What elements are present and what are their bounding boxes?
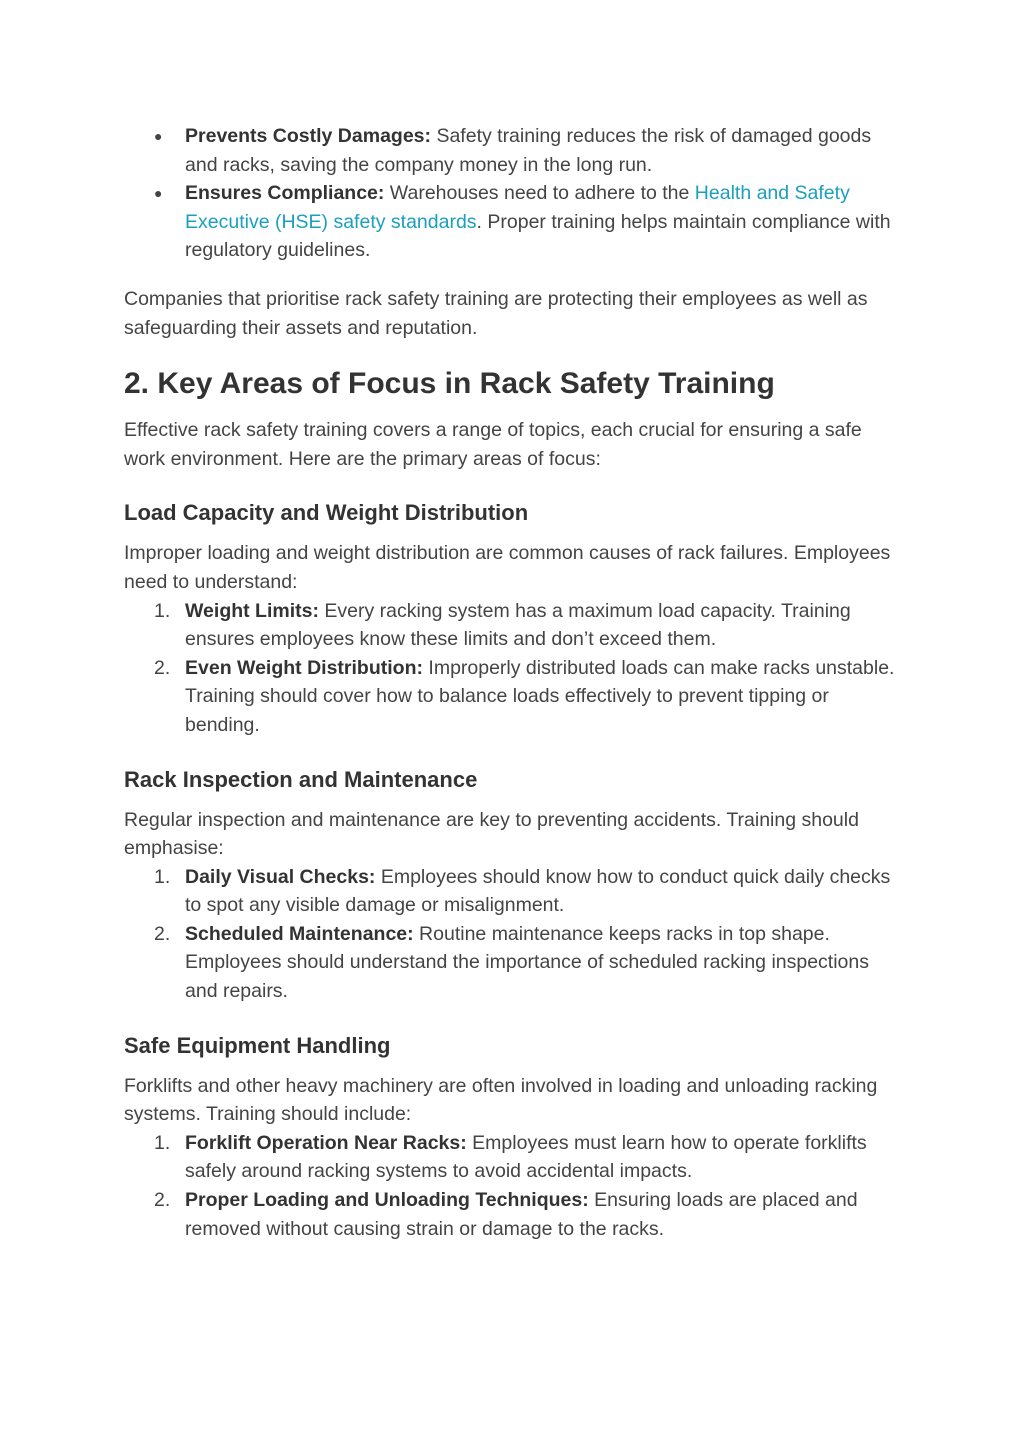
bullet-item (124, 179, 900, 265)
closing-paragraph: Companies that prioritise rack safety training are protecting their employees as well as safeguarding their assets and reputation. (124, 287, 868, 339)
bullet-marker: ● (154, 185, 163, 202)
numbered-list (124, 597, 900, 740)
list-item (124, 597, 900, 654)
list-item-text: Improperly distributed loads can make racks unstable. Training should cover how to balance loads effectively to prevent tipping or bending. (185, 656, 895, 736)
list-item-bold-label: Forklift Operation Near Racks: (185, 1131, 467, 1154)
list-item-text: Every racking system has a maximum load capacity. Training ensures employees know these limits and don’t exceed them. (185, 599, 851, 651)
list-item (124, 920, 900, 1006)
hse-standards-link[interactable]: Health and Safety Executive (HSE) safety standards (185, 182, 850, 233)
section-heading: 2. Key Areas of Focus in Rack Safety Training (124, 367, 775, 401)
list-item-text: Routine maintenance keeps racks in top shape. Employees should understand the importance of scheduled racking inspections and repairs. (185, 922, 869, 1003)
list-number: 2. (154, 656, 171, 679)
subsection-paragraph: Regular inspection and maintenance are key to preventing accidents. Training should emphasise: (124, 808, 859, 860)
bullet-bold-label: Prevents Costly Damages: (185, 125, 432, 147)
list-item (124, 654, 900, 740)
bullet-text: Warehouses need to adhere to the (384, 182, 695, 205)
subsection-paragraph: Improper loading and weight distribution are common causes of rack failures. Employees need to understand: (124, 542, 891, 593)
list-number: 2. (154, 922, 171, 945)
subsection-paragraph: Forklifts and other heavy machinery are often involved in loading and unloading racking systems. Training should include: (124, 1074, 878, 1126)
list-item-text: Ensuring loads are placed and removed without causing strain or damage to the racks. (185, 1189, 858, 1240)
bullet-text: Safety training reduces the risk of damaged goods and racks, saving the company money in the long run. (185, 125, 872, 176)
list-item (124, 1129, 900, 1186)
list-item-text: Employees must learn how to operate forklifts safely around racking systems to avoid accidental impacts. (185, 1131, 867, 1183)
list-number: 1. (154, 599, 171, 622)
list-item (124, 1186, 900, 1243)
list-item-bold-label: Scheduled Maintenance: (185, 922, 414, 945)
subsection-heading-rack-inspection: Rack Inspection and Maintenance (124, 766, 478, 792)
numbered-list (124, 1129, 900, 1243)
list-item-bold-label: Daily Visual Checks: (185, 865, 376, 888)
list-number: 2. (154, 1189, 171, 1212)
section-intro: Effective rack safety training covers a range of topics, each crucial for ensuring a safe work environment. Here are the primary areas of focus: (124, 419, 862, 470)
subsection-heading-equipment-handling: Safe Equipment Handling (124, 1032, 391, 1058)
bullet-item (124, 122, 900, 179)
list-item-bold-label: Even Weight Distribution: (185, 656, 423, 679)
document-page (124, 122, 900, 1243)
bullet-marker: ● (154, 128, 163, 144)
list-item-bold-label: Weight Limits: (185, 599, 319, 622)
numbered-list (124, 863, 900, 1006)
bullet-text: . Proper training helps maintain compliance with regulatory guidelines. (185, 210, 891, 262)
list-number: 1. (154, 1131, 171, 1154)
list-number: 1. (154, 865, 171, 888)
subsection-heading-load-capacity: Load Capacity and Weight Distribution (124, 500, 529, 526)
list-item-bold-label: Proper Loading and Unloading Techniques: (185, 1189, 589, 1212)
benefits-bullet-list (124, 122, 900, 265)
list-item-text: Employees should know how to conduct quick daily checks to spot any visible damage or misalignment. (185, 865, 891, 917)
bullet-bold-label: Ensures Compliance: (185, 182, 385, 205)
list-item (124, 863, 900, 920)
